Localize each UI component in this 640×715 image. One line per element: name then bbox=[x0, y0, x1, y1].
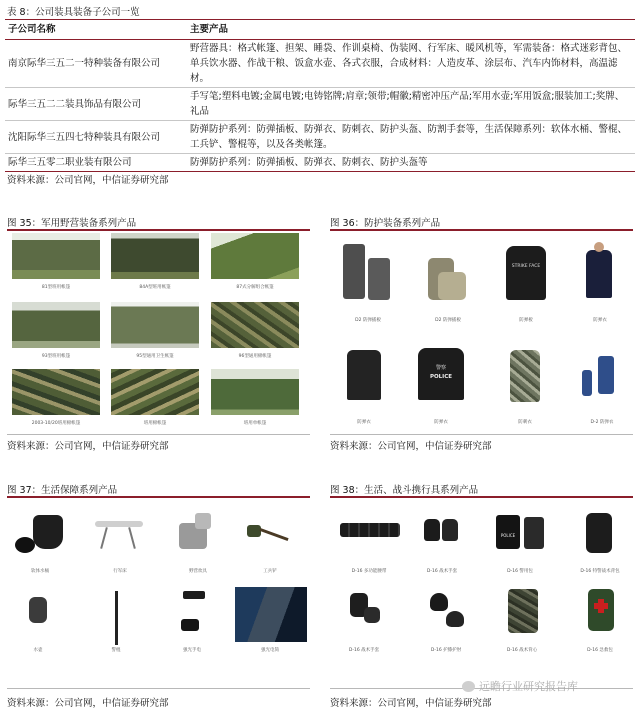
first-aid-photo bbox=[594, 603, 608, 609]
table-row bbox=[5, 154, 635, 172]
subsidiary-name: 际华三五零二职业装有限公司 bbox=[5, 154, 187, 172]
tent-photo bbox=[111, 302, 199, 348]
product-label: 防弹衣 bbox=[357, 420, 371, 425]
product-label: 软体水桶 bbox=[31, 569, 49, 574]
kneepad-photo bbox=[446, 611, 464, 627]
table-header-row bbox=[5, 20, 635, 40]
fig36-source: 资料来源：公司官网，中信证券研究部 bbox=[330, 441, 492, 452]
vest-photo bbox=[510, 350, 540, 402]
subsidiary-products: 防弹防护系列：防弹插板、防弹衣、防刺衣、防护头盔等 bbox=[187, 154, 635, 172]
fig38-caption: 图 38：生活、战斗携行具系列产品 bbox=[330, 485, 479, 496]
table-row bbox=[5, 121, 635, 154]
product-label: 96型通用棉帐篷 bbox=[238, 354, 272, 359]
product-label: 防弹衣 bbox=[434, 420, 448, 425]
plate-text: STRIKE FACE bbox=[511, 264, 541, 269]
cot-photo bbox=[95, 521, 143, 527]
product-label: 强光电筒 bbox=[261, 648, 279, 653]
water-bucket-photo bbox=[33, 515, 63, 549]
product-label: 防弹板 bbox=[519, 318, 533, 323]
product-label: 93型班用帐篷 bbox=[41, 354, 71, 359]
vest-photo bbox=[582, 370, 592, 396]
watermark-text: 远瞻行业研究报告库 bbox=[479, 680, 578, 693]
shovel-photo bbox=[247, 525, 261, 537]
product-label: D-16 急救包 bbox=[587, 648, 613, 653]
product-label: D-16 战术手套 bbox=[348, 648, 380, 653]
product-label: D-16 战术手套 bbox=[426, 569, 458, 574]
product-label: D2 防弹插板 bbox=[435, 318, 461, 323]
subsidiary-name: 际华三五二二装具饰品有限公司 bbox=[5, 88, 187, 121]
product-label: 工兵铲 bbox=[263, 569, 277, 574]
fig36-gallery bbox=[330, 232, 633, 432]
tactical-vest-photo bbox=[508, 589, 538, 633]
vest-photo bbox=[347, 350, 381, 400]
kneepad-photo bbox=[430, 593, 448, 611]
flashlight-photo bbox=[183, 591, 205, 599]
armor-plate-photo bbox=[343, 244, 365, 299]
product-label: 95型通用卫生帐篷 bbox=[136, 354, 174, 359]
glove-photo bbox=[424, 519, 440, 541]
tent-photo bbox=[211, 369, 299, 415]
tent-photo bbox=[111, 233, 199, 279]
fig35-caption: 图 35：军用野营装备系列产品 bbox=[7, 218, 137, 229]
table8-caption: 表 8：公司装具装备子公司一览 bbox=[7, 7, 140, 18]
product-label: 87式分解组合帐篷 bbox=[236, 285, 274, 290]
product-label: 81型班用帐篷 bbox=[41, 285, 71, 290]
water-bucket-photo bbox=[15, 537, 35, 553]
subsidiary-table bbox=[5, 19, 635, 172]
backpack-photo bbox=[586, 513, 612, 553]
fig37-source: 资料来源：公司官网，中信证券研究部 bbox=[7, 698, 169, 709]
table-row bbox=[5, 88, 635, 121]
vest-text: 警察 bbox=[435, 365, 446, 371]
fig35-source: 资料来源：公司官网，中信证券研究部 bbox=[7, 441, 169, 452]
fig37-caption: 图 37：生活保障系列产品 bbox=[7, 485, 118, 496]
product-label: 防弹衣 bbox=[593, 318, 607, 323]
subsidiary-products: 手写笔;塑料电镀;金属电镀;电铸铭牌;肩章;领带;帽徽;精密冲压产品;军用水壶;军用饭盒;服装加工;奖牌、礼品 bbox=[187, 88, 635, 121]
vest-photo bbox=[586, 250, 612, 298]
bag-photo bbox=[524, 517, 544, 549]
product-label: 行军床 bbox=[113, 569, 127, 574]
product-label: 警棍 bbox=[111, 648, 121, 653]
bag-photo bbox=[496, 515, 520, 549]
product-label: 84A型班用帐篷 bbox=[139, 285, 171, 290]
bag-text: POLICE bbox=[500, 533, 516, 538]
tent-photo bbox=[211, 302, 299, 348]
product-label: D-16 警用包 bbox=[507, 569, 533, 574]
product-label: D-16 特警战术背包 bbox=[580, 569, 620, 574]
product-label: 野营炊具 bbox=[189, 569, 207, 574]
fig35-gallery bbox=[10, 232, 310, 432]
product-label: 班用棉帐篷 bbox=[143, 421, 167, 426]
tent-photo bbox=[12, 369, 100, 415]
cookware-photo bbox=[195, 513, 211, 529]
vest-photo bbox=[594, 242, 604, 252]
subsidiary-products: 野营器具：格式帐篷、担架、睡袋、作训桌椅、伪装网、行军床、暖风机等，军需装备：格式迷彩背包、单兵饮水器、作战干粮、饭盒水壶、各式衣服，合成材料：人造皮革、涂层布、汽车内饰材料，高温滤材。 bbox=[187, 40, 635, 88]
table-header: 子公司名称 bbox=[5, 20, 187, 40]
product-label: D-16 多功能腰带 bbox=[351, 569, 387, 574]
product-label: 2003-10/20班用棉帐篷 bbox=[31, 421, 81, 426]
product-label: D2 防弹插板 bbox=[355, 318, 381, 323]
table-header: 主要产品 bbox=[187, 20, 635, 40]
wechat-icon bbox=[462, 681, 475, 692]
armor-plate-photo bbox=[438, 272, 466, 300]
glove-photo bbox=[442, 519, 458, 541]
armor-plate-photo bbox=[368, 258, 390, 300]
canteen-photo bbox=[29, 597, 47, 623]
cot-photo bbox=[128, 527, 136, 549]
shovel-photo bbox=[259, 528, 288, 541]
product-label: 强光手电 bbox=[183, 648, 201, 653]
cot-photo bbox=[100, 527, 108, 549]
product-label: 水壶 bbox=[33, 648, 43, 653]
subsidiary-name: 南京际华三五二一特种装备有限公司 bbox=[5, 40, 187, 88]
flashlight-photo bbox=[235, 587, 307, 642]
tent-photo bbox=[12, 233, 100, 279]
tent-photo bbox=[111, 369, 199, 415]
product-label: D-16 护膝护肘 bbox=[430, 648, 462, 653]
vest-photo bbox=[598, 356, 614, 394]
tent-photo bbox=[211, 233, 299, 279]
flashlight-photo bbox=[181, 619, 199, 631]
fig38-source: 资料来源：公司官网，中信证券研究部 bbox=[330, 698, 492, 709]
product-label: 班用单帐篷 bbox=[243, 421, 267, 426]
fig36-caption: 图 36：防护装备系列产品 bbox=[330, 218, 441, 229]
product-label: D-2 防弹衣 bbox=[590, 420, 614, 425]
table-row bbox=[5, 40, 635, 88]
subsidiary-products: 防弹防护系列：防弹插板、防弹衣、防刺衣、防护头盔、防割手套等，生活保障系列：软体水桶、警棍、工兵铲、警棍等，以及各类帐篷。 bbox=[187, 121, 635, 154]
fig38-gallery bbox=[330, 499, 633, 684]
tent-photo bbox=[12, 302, 100, 348]
baton-photo bbox=[115, 591, 118, 645]
table8-source: 资料来源：公司官网，中信证券研究部 bbox=[7, 175, 169, 186]
armor-plate-photo bbox=[506, 246, 546, 300]
product-label: 防刺衣 bbox=[518, 420, 532, 425]
watermark bbox=[462, 678, 578, 694]
product-label: D-16 战术背心 bbox=[506, 648, 538, 653]
glove-photo bbox=[364, 607, 380, 623]
vest-text: POLICE bbox=[429, 374, 453, 380]
fig37-gallery bbox=[7, 499, 310, 684]
subsidiary-name: 沈阳际华三五四七特种装具有限公司 bbox=[5, 121, 187, 154]
belt-photo bbox=[340, 523, 400, 537]
